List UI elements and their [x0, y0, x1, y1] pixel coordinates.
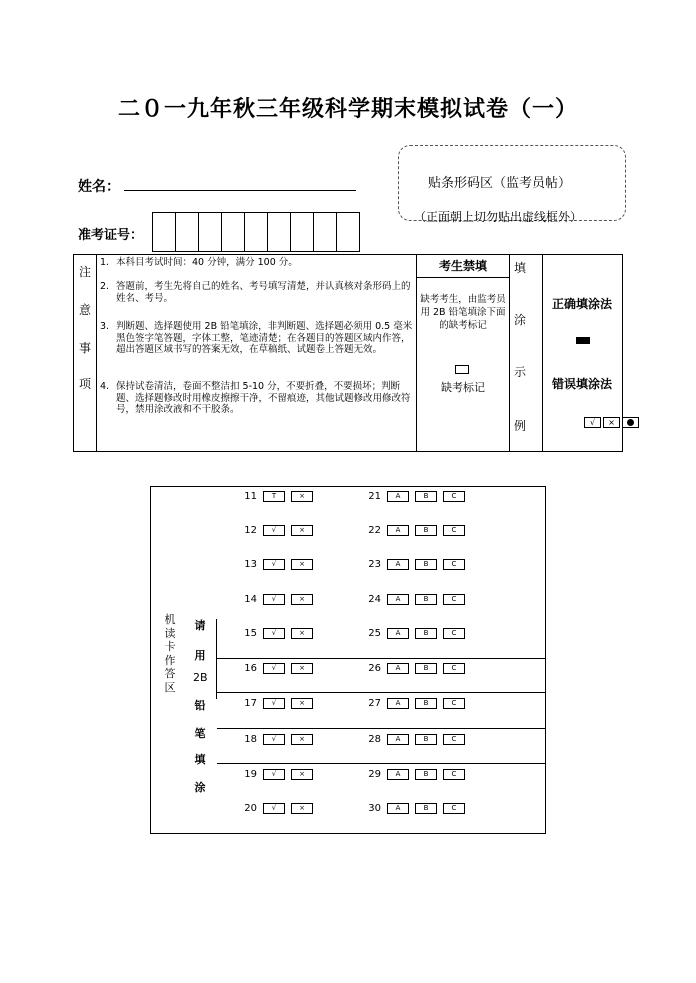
answer-option-bubble[interactable]: A — [387, 769, 409, 780]
notice-item-num: 2. — [100, 281, 110, 292]
answer-option-bubble[interactable]: A — [387, 734, 409, 745]
answer-option-bubble[interactable]: C — [443, 491, 465, 502]
question-number: 29 — [368, 769, 381, 780]
question-row — [365, 698, 465, 709]
fill-example-char: 示 — [514, 365, 527, 379]
answer-option-bubble[interactable]: × — [291, 559, 313, 570]
answer-option-bubble[interactable]: B — [415, 803, 437, 814]
question-row — [365, 594, 465, 605]
notice-item-text: 判断题、选择题使用 2B 铅笔填涂，非判断题、选择题必须用 0.5 毫米黑色签字笔答题，字体工整，笔迹清楚；在各题目的答题区域内作答，超出答题区域书写的答案无效，在草稿纸、试题卷上答题无效。 — [116, 321, 413, 355]
question-number: 21 — [368, 491, 381, 502]
answer-option-bubble[interactable]: B — [415, 734, 437, 745]
question-row — [365, 559, 465, 570]
question-row — [365, 628, 465, 639]
question-number: 25 — [368, 628, 381, 639]
answer-option-bubble[interactable]: × — [291, 769, 313, 780]
answer-option-bubble[interactable]: √ — [263, 734, 285, 745]
answer-option-bubble[interactable]: × — [291, 628, 313, 639]
notice-heading-char: 注 — [79, 265, 92, 279]
question-number: 12 — [244, 525, 257, 536]
answer-option-bubble[interactable]: C — [443, 628, 465, 639]
absent-mark-box[interactable] — [455, 365, 469, 374]
divider — [217, 658, 545, 659]
exam-id-digit-box[interactable] — [268, 213, 291, 251]
divider — [216, 619, 217, 699]
question-row — [365, 525, 465, 536]
answer-option-bubble[interactable]: A — [387, 628, 409, 639]
fill-example-panel — [508, 255, 622, 451]
page-title: 二０一九年秋三年级科学期末模拟试卷（一） — [117, 97, 578, 122]
question-number: 13 — [244, 559, 257, 570]
notice-heading — [74, 255, 97, 451]
pen-instruction-char: 2B — [193, 671, 208, 684]
answer-option-bubble[interactable]: √ — [263, 769, 285, 780]
answer-option-bubble[interactable]: A — [387, 663, 409, 674]
pen-instruction-char: 铅 — [194, 699, 206, 712]
question-number: 20 — [244, 803, 257, 814]
exam-id-digit-box[interactable] — [291, 213, 314, 251]
question-row — [241, 525, 313, 536]
answer-option-bubble[interactable]: C — [443, 559, 465, 570]
exam-id-digit-box[interactable] — [337, 213, 359, 251]
absent-panel — [416, 255, 510, 451]
wrong-mark-dot — [622, 417, 639, 428]
answer-option-bubble[interactable]: × — [291, 803, 313, 814]
question-row — [241, 663, 313, 674]
answer-option-bubble[interactable]: C — [443, 594, 465, 605]
divider — [542, 255, 543, 451]
question-number: 16 — [244, 663, 257, 674]
pen-instruction-char: 涂 — [194, 781, 206, 794]
question-row — [365, 769, 465, 780]
divider — [217, 692, 545, 693]
correct-fill-mark — [576, 337, 590, 344]
answer-option-bubble[interactable]: B — [415, 769, 437, 780]
answer-option-bubble[interactable]: B — [415, 559, 437, 570]
exam-id-digit-box[interactable] — [176, 213, 199, 251]
question-number: 27 — [368, 698, 381, 709]
answer-option-bubble[interactable]: C — [443, 734, 465, 745]
correct-fill-label: 正确填涂法 — [551, 297, 612, 311]
answer-option-bubble[interactable]: B — [415, 698, 437, 709]
notice-item-num: 4. — [100, 381, 110, 392]
name-label: 姓名： — [78, 179, 120, 195]
wrong-fill-label: 错误填涂法 — [551, 377, 612, 391]
question-number: 22 — [368, 525, 381, 536]
notice-panel — [73, 254, 623, 452]
pen-instruction-char: 填 — [194, 753, 206, 766]
question-row — [365, 803, 465, 814]
pen-instruction-char: 请 — [194, 619, 206, 632]
answer-option-bubble[interactable]: C — [443, 803, 465, 814]
question-row — [241, 769, 313, 780]
question-row — [241, 594, 313, 605]
question-number: 11 — [244, 491, 257, 502]
question-row — [241, 803, 313, 814]
fill-example-char: 涂 — [514, 313, 527, 327]
answer-option-bubble[interactable]: √ — [263, 663, 285, 674]
question-number: 14 — [244, 594, 257, 605]
answer-option-bubble[interactable]: √ — [263, 525, 285, 536]
barcode-title: 贴条形码区（监考员帖） — [428, 176, 572, 191]
question-row — [241, 698, 313, 709]
exam-id-digit-box[interactable] — [222, 213, 245, 251]
exam-id-digit-box[interactable] — [199, 213, 222, 251]
answer-option-bubble[interactable]: A — [387, 491, 409, 502]
answer-option-bubble[interactable]: C — [443, 663, 465, 674]
answer-option-bubble[interactable]: A — [387, 559, 409, 570]
exam-id-digit-box[interactable] — [245, 213, 268, 251]
answer-option-bubble[interactable]: B — [415, 663, 437, 674]
fill-example-char: 例 — [514, 419, 527, 433]
divider — [217, 728, 545, 729]
notice-heading-char: 项 — [79, 377, 92, 391]
notice-item-num: 1. — [100, 257, 110, 268]
exam-id-boxes[interactable] — [152, 212, 360, 252]
answer-option-bubble[interactable]: B — [415, 628, 437, 639]
answer-option-bubble[interactable]: √ — [263, 803, 285, 814]
exam-id-digit-box[interactable] — [314, 213, 337, 251]
answer-option-bubble[interactable]: √ — [263, 559, 285, 570]
question-number: 23 — [368, 559, 381, 570]
answer-option-bubble[interactable]: √ — [263, 628, 285, 639]
question-row — [365, 491, 465, 502]
question-number: 15 — [244, 628, 257, 639]
question-row — [241, 734, 313, 745]
answer-option-bubble[interactable]: × — [291, 525, 313, 536]
answer-option-bubble[interactable]: C — [443, 698, 465, 709]
notice-item-text: 答题前，考生先将自己的姓名、考号填写清楚，并认真核对条形码上的姓名、考号。 — [116, 281, 411, 304]
answer-option-bubble[interactable]: A — [387, 698, 409, 709]
question-number: 28 — [368, 734, 381, 745]
question-number: 18 — [244, 734, 257, 745]
question-number: 24 — [368, 594, 381, 605]
answer-option-bubble[interactable]: A — [387, 525, 409, 536]
notice-item-text: 本科目考试时间：40 分钟，满分 100 分。 — [116, 257, 298, 268]
exam-id-digit-box[interactable] — [153, 213, 176, 251]
question-row — [365, 734, 465, 745]
question-row — [365, 663, 465, 674]
answer-option-bubble[interactable]: √ — [263, 698, 285, 709]
question-row — [241, 491, 313, 502]
answer-zone-label: 机读卡作答区 — [164, 613, 176, 694]
question-row — [241, 628, 313, 639]
question-number: 17 — [244, 698, 257, 709]
answer-sheet — [150, 486, 546, 834]
pen-instruction-char: 用 — [194, 649, 206, 662]
exam-id-label: 准考证号： — [78, 228, 144, 243]
absent-heading: 考生禁填 — [417, 255, 509, 278]
answer-option-bubble[interactable]: C — [443, 525, 465, 536]
divider — [217, 763, 545, 764]
question-number: 30 — [368, 803, 381, 814]
fill-example-char: 填 — [514, 261, 527, 275]
question-number: 26 — [368, 663, 381, 674]
absent-instructions: 缺考考生，由监考员用 2B 铅笔填涂下面的缺考标记 — [420, 294, 506, 331]
wrong-mark-cross: × — [603, 417, 620, 428]
question-number: 19 — [244, 769, 257, 780]
answer-option-bubble[interactable]: B — [415, 491, 437, 502]
pen-instruction-char: 笔 — [194, 727, 206, 740]
question-row — [241, 559, 313, 570]
answer-option-bubble[interactable]: A — [387, 803, 409, 814]
answer-option-bubble[interactable]: T — [263, 491, 285, 502]
answer-option-bubble[interactable]: × — [291, 491, 313, 502]
dot-icon — [627, 419, 634, 426]
answer-option-bubble[interactable]: × — [291, 594, 313, 605]
answer-option-bubble[interactable]: × — [291, 698, 313, 709]
notice-item-text: 保持试卷清洁，卷面不整洁扣 5-10 分，不要折叠，不要损坏；判断题、选择题修改时用橡皮擦擦干净，不留痕迹，其他试题修改用修改符号，禁用涂改液和不干胶条。 — [116, 381, 411, 415]
answer-option-bubble[interactable]: × — [291, 663, 313, 674]
absent-mark-label: 缺考标记 — [441, 381, 485, 394]
name-field[interactable] — [124, 190, 356, 191]
notice-heading-char: 事 — [79, 341, 92, 355]
wrong-fill-marks — [584, 417, 639, 428]
notice-item-num: 3. — [100, 321, 110, 332]
barcode-note: （正面朝上切勿贴出虚线框外） — [414, 210, 583, 224]
answer-option-bubble[interactable]: C — [443, 769, 465, 780]
answer-option-bubble[interactable]: A — [387, 594, 409, 605]
answer-option-bubble[interactable]: √ — [263, 594, 285, 605]
answer-option-bubble[interactable]: B — [415, 594, 437, 605]
wrong-mark-check: √ — [584, 417, 601, 428]
answer-option-bubble[interactable]: B — [415, 525, 437, 536]
notice-heading-char: 意 — [79, 303, 92, 317]
answer-option-bubble[interactable]: × — [291, 734, 313, 745]
